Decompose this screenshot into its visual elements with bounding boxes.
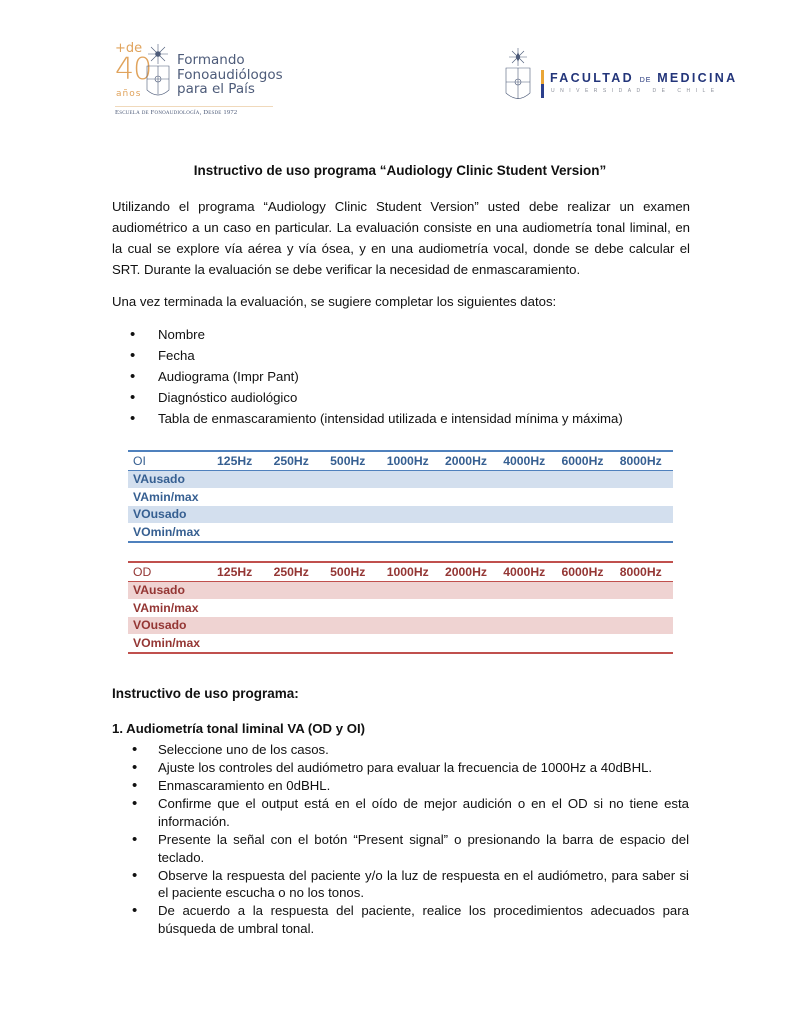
column-header: 1000Hz [386, 453, 429, 468]
table-row [128, 523, 673, 542]
column-header: 250Hz [273, 564, 309, 579]
subsection-heading: 1. Audiometría tonal liminal VA (OD y OI) [112, 721, 366, 736]
table-cell[interactable] [556, 617, 614, 635]
table-cell[interactable] [615, 470, 673, 488]
table-cell[interactable] [212, 634, 269, 653]
list-item: • Ajuste los controles del audiómetro para evaluar la frecuencia de 1000Hz a 40dBHL. [132, 759, 689, 777]
table-cell[interactable] [440, 599, 498, 617]
table-cell[interactable] [498, 523, 556, 542]
table-cell[interactable] [269, 634, 326, 653]
list-item: • Diagnóstico audiológico [130, 387, 623, 408]
column-header: 6000Hz [561, 564, 604, 579]
column-header: 500Hz [330, 564, 366, 579]
table-cell[interactable] [269, 470, 326, 488]
anniversary-suffix: años [116, 89, 142, 99]
table-cell[interactable] [212, 506, 269, 524]
table-cell[interactable] [269, 581, 326, 599]
table-cell[interactable] [212, 523, 269, 542]
table-cell[interactable] [382, 617, 440, 635]
table-cell[interactable] [556, 506, 614, 524]
intro-paragraph: Utilizando el programa “Audiology Clinic Student Version” usted debe realizar un examen audiométrico a un caso en particular. La evaluación consiste en una audiometría tonal liminal, en la cual se explore vía aérea y vía ósea, y en una audiometría vocal, donde se debe calcular el SRT. Durante la evaluación se debe verificar la necesidad de enmascaramiento. [112, 199, 690, 277]
list-item: • Audiograma (Impr Pant) [130, 366, 623, 387]
table-cell[interactable] [325, 599, 382, 617]
table-cell[interactable] [325, 523, 382, 542]
list-item: • Observe la respuesta del paciente y/o la luz de respuesta en el audiómetro, para saber si el paciente escucha o no los tonos. [132, 867, 689, 902]
slogan [177, 53, 283, 97]
table-cell[interactable] [269, 523, 326, 542]
table-cell[interactable] [382, 470, 440, 488]
table-row [128, 617, 673, 635]
column-header: 250Hz [273, 453, 309, 468]
ear-label: OD [133, 564, 152, 579]
table-cell[interactable] [212, 599, 269, 617]
column-header: 6000Hz [561, 453, 604, 468]
table-cell[interactable] [440, 488, 498, 506]
slogan-line: Fonoaudiólogos [177, 66, 283, 83]
column-header: 4000Hz [503, 564, 546, 579]
column-header: 8000Hz [619, 453, 662, 468]
table-header-row [128, 562, 673, 581]
table-cell[interactable] [615, 581, 673, 599]
table-cell[interactable] [440, 634, 498, 653]
list-item: • Fecha [130, 345, 623, 366]
school-name: Escuela de Fonoaudiología, Desde 1972 [115, 109, 238, 116]
table-cell[interactable] [325, 488, 382, 506]
anniversary-number: 40 [115, 52, 152, 87]
column-header: 125Hz [217, 564, 253, 579]
table-cell[interactable] [556, 599, 614, 617]
table-cell[interactable] [615, 488, 673, 506]
row-label: VAusado [133, 583, 185, 598]
slogan-line: para el País [177, 81, 255, 97]
row-label: VAmin/max [133, 600, 199, 615]
accent-bar [541, 70, 544, 84]
table-cell[interactable] [556, 523, 614, 542]
column-header: 8000Hz [619, 564, 662, 579]
table-cell[interactable] [440, 581, 498, 599]
table-cell[interactable] [269, 617, 326, 635]
list-item: • Confirme que el output está en el oído de mejor audición o en el OD si no tiene esta información. [132, 795, 689, 830]
data-items-list [130, 324, 623, 429]
document-title: Instructivo de uso programa “Audiology Clinic Student Version” [193, 163, 607, 178]
table-cell[interactable] [382, 506, 440, 524]
row-label: VOmin/max [133, 524, 201, 539]
accent-bar [541, 84, 544, 98]
faculty-name-part: MEDICINA [657, 71, 738, 85]
row-label: VOmin/max [133, 635, 201, 650]
row-label: VAmin/max [133, 489, 199, 504]
table-cell[interactable] [269, 506, 326, 524]
faculty-name-part: FACULTAD [550, 71, 634, 85]
section-heading: Instructivo de uso programa: [112, 686, 299, 701]
university-crest-icon [143, 42, 173, 102]
table-cell[interactable] [498, 470, 556, 488]
facultad-medicina-logo [503, 47, 738, 107]
table-cell[interactable] [556, 488, 614, 506]
table-cell[interactable] [498, 634, 556, 653]
steps-list [132, 741, 689, 938]
table-cell[interactable] [382, 634, 440, 653]
table-row [128, 470, 673, 488]
table-cell[interactable] [440, 617, 498, 635]
table-row [128, 634, 673, 653]
table-cell[interactable] [498, 581, 556, 599]
column-header: 2000Hz [444, 564, 487, 579]
masking-table-oi [128, 450, 673, 543]
column-header: 500Hz [330, 453, 366, 468]
table-header-row [128, 451, 673, 470]
column-header: 2000Hz [444, 453, 487, 468]
table-cell[interactable] [382, 581, 440, 599]
table-cell[interactable] [615, 506, 673, 524]
table-cell[interactable] [212, 617, 269, 635]
table-cell[interactable] [615, 599, 673, 617]
table-cell[interactable] [212, 470, 269, 488]
table-cell[interactable] [498, 617, 556, 635]
table-cell[interactable] [269, 488, 326, 506]
table-cell[interactable] [212, 581, 269, 599]
table-cell[interactable] [440, 523, 498, 542]
list-item: • De acuerdo a la respuesta del paciente, realice los procedimientos adecuados para búsqueda de umbral tonal. [132, 902, 689, 937]
table-cell[interactable] [498, 599, 556, 617]
row-label: VOusado [133, 618, 187, 633]
table-cell[interactable] [382, 523, 440, 542]
table-cell[interactable] [615, 634, 673, 653]
table-cell[interactable] [556, 634, 614, 653]
table-cell[interactable] [382, 488, 440, 506]
table-cell[interactable] [382, 599, 440, 617]
data-intro-paragraph: Una vez terminada la evaluación, se sugiere completar los siguientes datos: [112, 294, 557, 309]
table-cell[interactable] [498, 506, 556, 524]
column-header: 1000Hz [386, 564, 429, 579]
table-cell[interactable] [325, 506, 382, 524]
column-header: 125Hz [217, 453, 253, 468]
table-cell[interactable] [325, 634, 382, 653]
table-cell[interactable] [325, 470, 382, 488]
table-cell[interactable] [325, 581, 382, 599]
university-crest-icon [503, 47, 533, 105]
faculty-name [550, 71, 737, 85]
list-item: • Presente la señal con el botón “Present signal” o presionando la barra de espacio del teclado. [132, 831, 689, 866]
row-label: VAusado [133, 472, 185, 487]
logo-divider [115, 106, 273, 107]
table-cell[interactable] [269, 599, 326, 617]
list-item: • Nombre [130, 324, 623, 345]
table-row [128, 506, 673, 524]
slogan-line: Formando [177, 52, 245, 68]
list-item: • Tabla de enmascaramiento (intensidad utilizada e intensidad mínima y máxima) [130, 408, 623, 429]
table-cell[interactable] [556, 470, 614, 488]
row-label: VOusado [133, 507, 187, 522]
table-cell[interactable] [212, 488, 269, 506]
table-cell[interactable] [615, 523, 673, 542]
anniversary-prefix: +de [115, 41, 143, 56]
table-row [128, 581, 673, 599]
column-header: 4000Hz [503, 453, 546, 468]
masking-table-od [128, 561, 673, 654]
escuela-fonoaudiologia-logo [113, 40, 343, 120]
list-item: • Enmascaramiento en 0dBHL. [132, 777, 689, 795]
university-name: UNIVERSIDAD DE CHILE [551, 88, 720, 94]
table-cell[interactable] [440, 470, 498, 488]
table-row [128, 599, 673, 617]
table-cell[interactable] [440, 506, 498, 524]
table-cell[interactable] [556, 581, 614, 599]
table-cell[interactable] [498, 488, 556, 506]
table-cell[interactable] [325, 617, 382, 635]
list-item: • Seleccione uno de los casos. [132, 741, 689, 759]
faculty-connector: DE [639, 77, 652, 84]
table-cell[interactable] [615, 617, 673, 635]
ear-label: OI [133, 453, 146, 468]
table-row [128, 488, 673, 506]
